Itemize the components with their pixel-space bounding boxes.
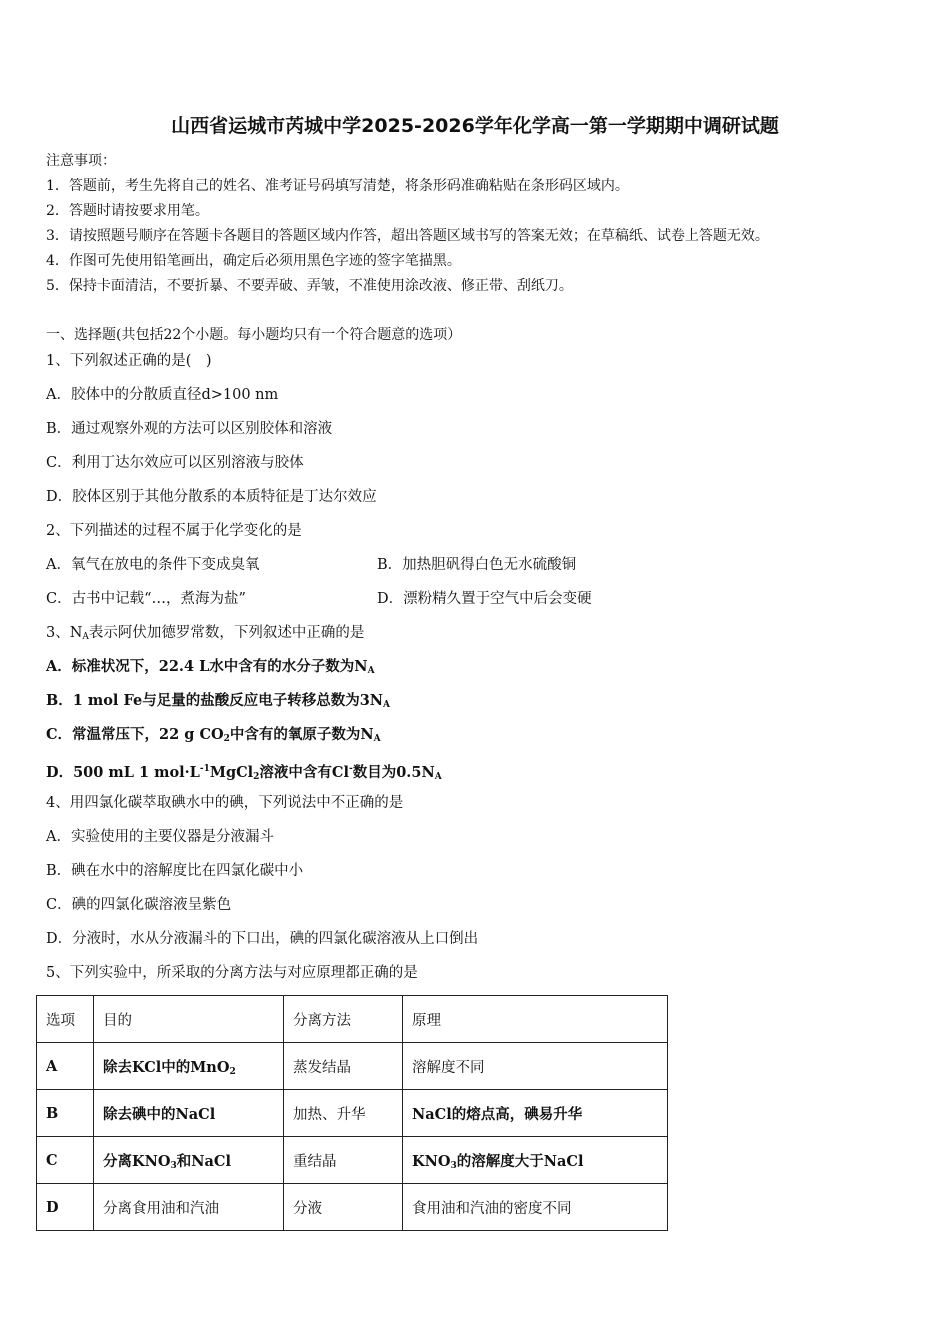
- table-cell-method: 重结晶: [284, 1137, 403, 1184]
- question-3-stem: [46, 624, 364, 646]
- option-text: 溶液中含有Cl: [259, 764, 349, 781]
- table-cell-goal: [94, 1043, 284, 1090]
- section-heading: 一、选择题(共包括22个小题。每小题均只有一个符合题意的选项）: [46, 327, 462, 343]
- question-4-option-b: B．碘在水中的溶解度比在四氯化碳中小: [46, 863, 304, 879]
- table-header-cell: 选项: [37, 996, 94, 1043]
- table-cell-option: D: [37, 1184, 94, 1231]
- question-3-option-c: [46, 726, 381, 748]
- table-header-cell: 原理: [403, 996, 668, 1043]
- question-3-option-b: [46, 692, 390, 714]
- cell-text: KNO: [412, 1152, 451, 1170]
- option-text: D．500 mL 1 mol·L: [46, 764, 200, 781]
- question-2-option-d: D．漂粉精久置于空气中后会变硬: [377, 591, 592, 607]
- question-4-stem: 4、用四氯化碳萃取碘水中的碘，下列说法中不正确的是: [46, 795, 404, 811]
- question-5-stem: 5、下列实验中，所采取的分离方法与对应原理都正确的是: [46, 965, 418, 981]
- cell-text: 除去KCl中的MnO: [103, 1058, 230, 1076]
- subscript: 3: [450, 1160, 457, 1171]
- option-text: 中含有的氧原子数为N: [229, 726, 374, 743]
- superscript: -: [348, 764, 353, 774]
- separation-methods-table: [36, 995, 668, 1231]
- table-header-cell: 分离方法: [284, 996, 403, 1043]
- subscript: A: [434, 772, 442, 782]
- question-2-option-a: A．氧气在放电的条件下变成臭氧: [46, 557, 260, 573]
- question-1-stem: 1、下列叙述正确的是( ): [46, 353, 212, 369]
- table-header-row: [37, 996, 668, 1043]
- table-row: [37, 1090, 668, 1137]
- cell-text: 分离食用油和汽油: [103, 1200, 219, 1217]
- subscript: A: [383, 700, 391, 710]
- question-3-option-d: [46, 760, 442, 786]
- cell-text: 的溶解度大于NaCl: [456, 1152, 584, 1170]
- table-cell-method: 加热、升华: [284, 1090, 403, 1137]
- subscript: 2: [223, 734, 230, 744]
- page-title: 山西省运城市芮城中学2025-2026学年化学高一第一学期期中调研试题: [171, 115, 779, 137]
- question-2-stem: 2、下列描述的过程不属于化学变化的是: [46, 523, 302, 539]
- question-1-option-a: A．胶体中的分散质直径d>100 nm: [46, 387, 279, 403]
- question-2-option-c: C．古书中记载“…，煮海为盐”: [46, 591, 246, 607]
- table-row: [37, 1043, 668, 1090]
- notice-item: 1．答题前，考生先将自己的姓名、准考证号码填写清楚，将条形码准确粘贴在条形码区域内。: [46, 178, 629, 194]
- option-text: C．常温常压下，22 g CO: [46, 726, 224, 743]
- subscript: A: [82, 632, 89, 642]
- subscript: 3: [170, 1160, 177, 1171]
- table-cell-option: C: [37, 1137, 94, 1184]
- option-text: A．标准状况下，22.4 L水中含有的水分子数为N: [46, 658, 368, 675]
- question-1-option-b: B．通过观察外观的方法可以区别胶体和溶液: [46, 421, 333, 437]
- question-3-option-a: [46, 658, 375, 680]
- table-cell-principle: [403, 1184, 668, 1231]
- notice-item: 5．保持卡面清洁，不要折暴、不要弄破、弄皱，不准使用涂改液、修正带、刮纸刀。: [46, 278, 573, 294]
- table-cell-goal: [94, 1090, 284, 1137]
- superscript: -1: [199, 764, 210, 774]
- option-text: MgCl: [209, 764, 254, 781]
- notice-heading: 注意事项：: [46, 153, 116, 169]
- question-4-option-d: D．分液时，水从分液漏斗的下口出，碘的四氯化碳溶液从上口倒出: [46, 931, 479, 947]
- cell-text: 溶解度不同: [412, 1059, 485, 1076]
- question-4-option-c: C．碘的四氯化碳溶液呈紫色: [46, 897, 232, 913]
- option-text: B．1 mol Fe与足量的盐酸反应电子转移总数为3N: [46, 692, 384, 709]
- cell-text: 分离KNO: [103, 1152, 171, 1170]
- stem-text: 表示阿伏加德罗常数，下列叙述中正确的是: [88, 625, 365, 641]
- cell-text: 食用油和汽油的密度不同: [412, 1200, 572, 1217]
- table-cell-goal: [94, 1137, 284, 1184]
- table-cell-principle: [403, 1090, 668, 1137]
- subscript: A: [373, 734, 381, 744]
- table-cell-option: A: [37, 1043, 94, 1090]
- table-cell-option: B: [37, 1090, 94, 1137]
- subscript: A: [367, 666, 375, 676]
- notice-item: 4．作图可先使用铅笔画出，确定后必须用黑色字迹的签字笔描黑。: [46, 253, 461, 269]
- stem-text: 3、N: [46, 625, 83, 641]
- table-cell-goal: [94, 1184, 284, 1231]
- notice-item: 3．请按照题号顺序在答题卡各题目的答题区域内作答，超出答题区域书写的答案无效；在草稿纸、试卷上答题无效。: [46, 228, 769, 244]
- cell-text: 除去碘中的NaCl: [103, 1105, 216, 1123]
- table-header-cell: 目的: [94, 996, 284, 1043]
- question-1-option-c: C．利用丁达尔效应可以区别溶液与胶体: [46, 455, 304, 471]
- subscript: 2: [229, 1066, 236, 1077]
- table-cell-principle: [403, 1043, 668, 1090]
- table-row: [37, 1137, 668, 1184]
- table-row: [37, 1184, 668, 1231]
- cell-text: 和NaCl: [176, 1152, 231, 1170]
- cell-text: NaCl的熔点高，碘易升华: [412, 1105, 583, 1123]
- question-2-option-b: B．加热胆矾得白色无水硫酸铜: [377, 557, 577, 573]
- subscript: 2: [253, 772, 260, 782]
- option-text: 数目为0.5N: [352, 764, 435, 781]
- table-cell-principle: [403, 1137, 668, 1184]
- question-1-option-d: D．胶体区别于其他分散系的本质特征是丁达尔效应: [46, 489, 377, 505]
- table-cell-method: 分液: [284, 1184, 403, 1231]
- question-4-option-a: A．实验使用的主要仪器是分液漏斗: [46, 829, 274, 845]
- notice-item: 2．答题时请按要求用笔。: [46, 203, 209, 219]
- table-cell-method: 蒸发结晶: [284, 1043, 403, 1090]
